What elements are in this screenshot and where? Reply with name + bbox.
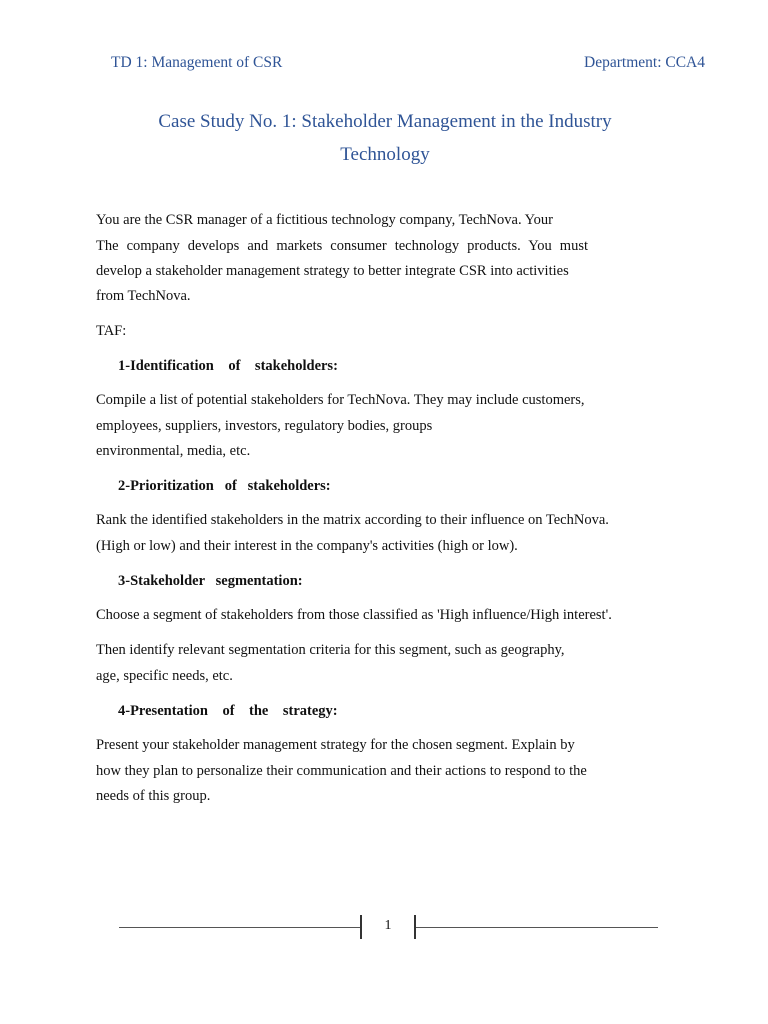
- section3-line-1: Choose a segment of stakeholders from those classified as 'High influence/High interest'.: [96, 607, 612, 623]
- section-heading-strategy: 4-Presentation of the strategy:: [118, 703, 338, 719]
- taf-label: TAF:: [96, 323, 127, 339]
- section1-line-1: Compile a list of potential stakeholders for TechNova. They may include customers,: [96, 392, 585, 408]
- case-study-title-line-1: Case Study No. 1: Stakeholder Management in the Industry: [158, 111, 612, 132]
- header-course-title: TD 1: Management of CSR: [111, 54, 283, 71]
- header-department: Department: CCA4: [584, 54, 705, 71]
- footer-rule-right: [416, 927, 658, 928]
- section2-line-1: Rank the identified stakeholders in the matrix according to their influence on TechNova.: [96, 512, 609, 528]
- intro-line-4: from TechNova.: [96, 288, 191, 304]
- section-heading-identification: 1-Identification of stakeholders:: [118, 358, 338, 374]
- section-heading-prioritization: 2-Prioritization of stakeholders:: [118, 478, 331, 494]
- section4-line-2: how they plan to personalize their communication and their actions to respond to the: [96, 763, 587, 779]
- section-heading-segmentation: 3-Stakeholder segmentation:: [118, 573, 303, 589]
- section3-line-2: Then identify relevant segmentation criteria for this segment, such as geography,: [96, 642, 565, 658]
- section4-line-1: Present your stakeholder management strategy for the chosen segment. Explain by: [96, 737, 575, 753]
- footer-rule-left: [119, 927, 360, 928]
- section1-line-3: environmental, media, etc.: [96, 443, 251, 459]
- section3-line-3: age, specific needs, etc.: [96, 668, 233, 684]
- intro-line-2: The company develops and markets consumer technology products. You must: [96, 238, 588, 254]
- section4-line-3: needs of this group.: [96, 788, 211, 804]
- page-number: 1: [384, 918, 392, 933]
- section1-line-2: employees, suppliers, investors, regulatory bodies, groups: [96, 418, 433, 434]
- intro-line-3: develop a stakeholder management strategy to better integrate CSR into activities: [96, 263, 569, 279]
- section2-line-2: (High or low) and their interest in the company's activities (high or low).: [96, 538, 518, 554]
- case-study-title-line-2: Technology: [340, 144, 430, 165]
- intro-line-1: You are the CSR manager of a fictitious technology company, TechNova. Your: [96, 212, 554, 228]
